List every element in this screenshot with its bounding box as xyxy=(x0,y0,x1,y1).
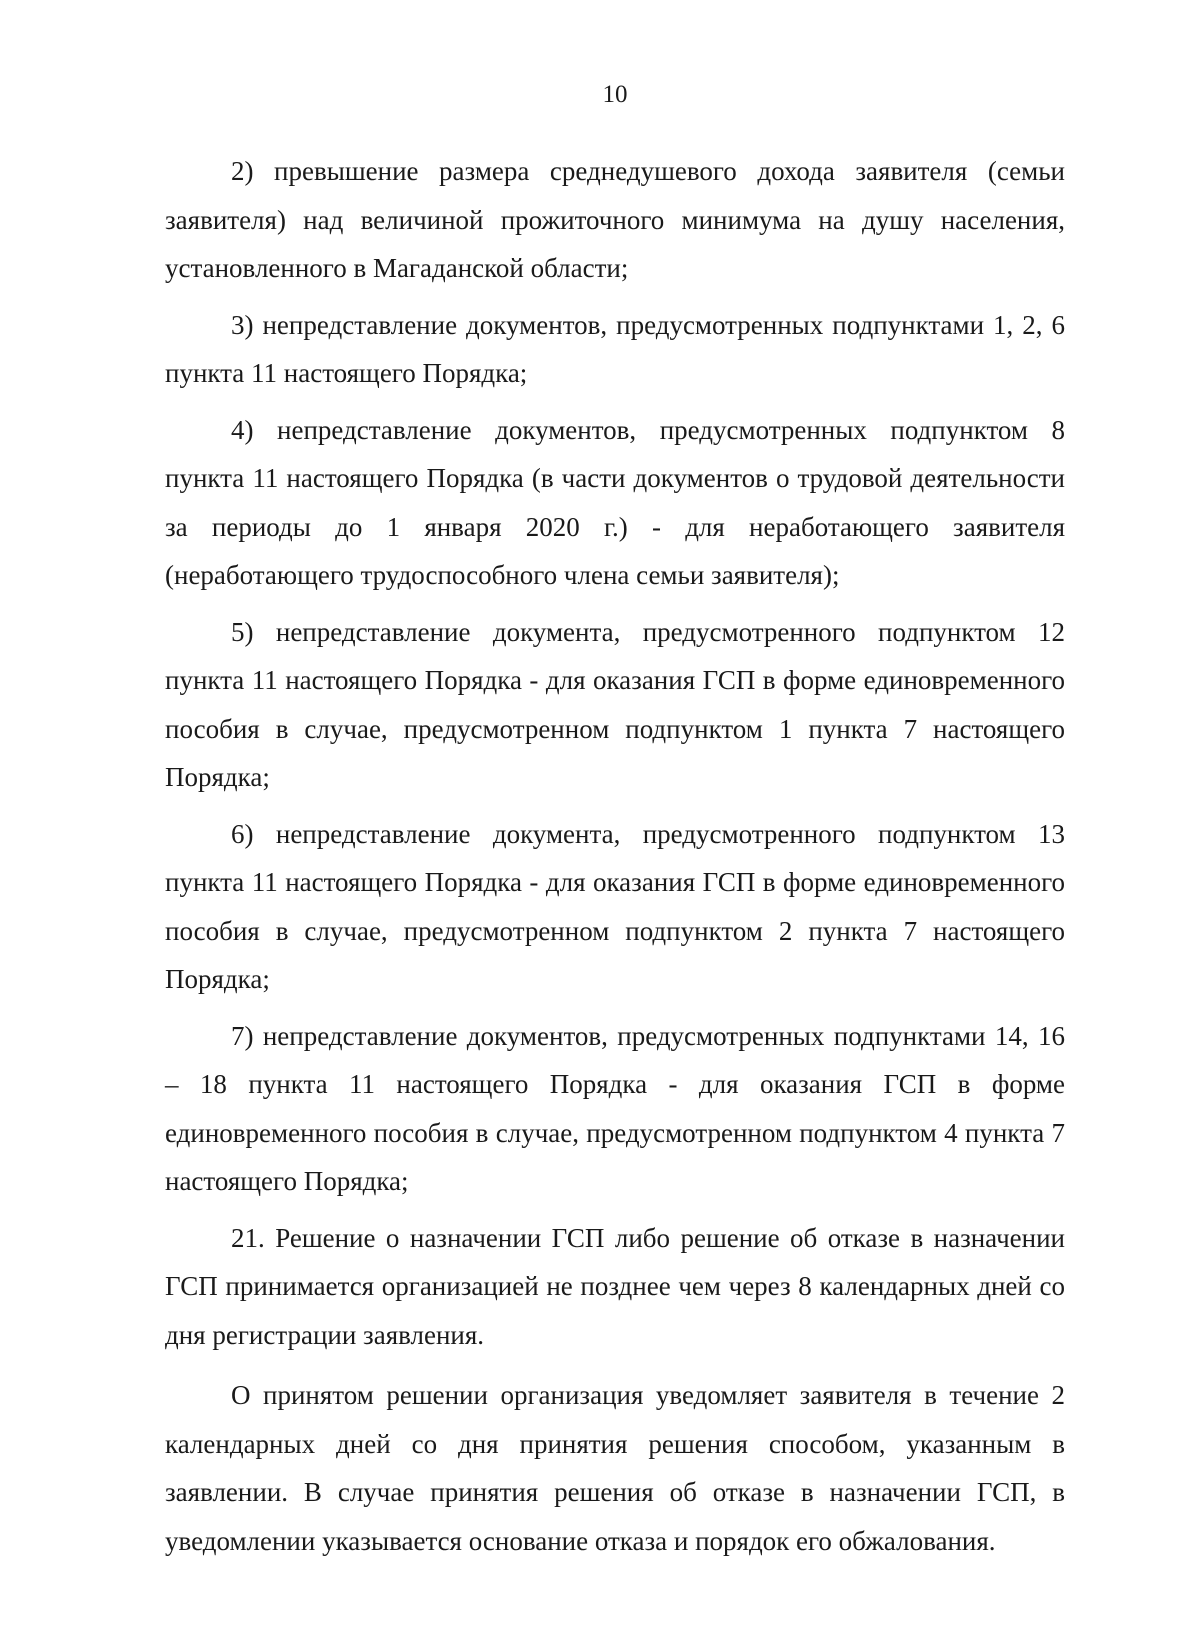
paragraph-item-3: 3) непредставление документов, предусмотренных подпунктами 1, 2, 6 пункта 11 настоящего Порядка; xyxy=(165,309,1065,388)
paragraph-item-6: 6) непредставление документа, предусмотренного подпунктом 13 пункта 11 настоящего Порядка - для оказания ГСП в форме единовременного пособия в случае, предусмотренном подпунктом 2 пункта 7 настоящего Порядка; xyxy=(165,818,1065,994)
paragraph-item-2: 2) превышение размера среднедушевого дохода заявителя (семьи заявителя) над величиной прожиточного минимума на душу населения, установленного в Магаданской области; xyxy=(165,156,1065,283)
paragraph-item-7: 7) непредставление документов, предусмотренных подпунктами 14, 16 – 18 пункта 11 настоящего Порядка - для оказания ГСП в форме единовременного пособия в случае, предусмотренном подпунктом 4 пункта 7 настоящего Порядка; xyxy=(165,1020,1065,1196)
paragraph-notification: О принятом решении организация уведомляет заявителя в течение 2 календарных дней со дня принятия решения способом, указанным в заявлении. В случае принятия решения об отказе в назначении ГСП, в уведомлении указывается основание отказа и порядок его обжалования. xyxy=(165,1380,1065,1556)
paragraph-item-4: 4) непредставление документов, предусмотренных подпунктом 8 пункта 11 настоящего Порядка (в части документов о трудовой деятельности за периоды до 1 января 2020 г.) - для неработающего заявителя (неработающего трудоспособного члена семьи заявителя); xyxy=(165,414,1065,590)
document-body xyxy=(165,147,1065,1565)
paragraph-clause-21: 21. Решение о назначении ГСП либо решение об отказе в назначении ГСП принимается организацией не позднее чем через 8 календарных дней со дня регистрации заявления. xyxy=(165,1222,1065,1350)
paragraph-item-5: 5) непредставление документа, предусмотренного подпунктом 12 пункта 11 настоящего Порядка - для оказания ГСП в форме единовременного пособия в случае, предусмотренном подпунктом 1 пункта 7 настоящего Порядка; xyxy=(165,616,1065,792)
page-number: 10 xyxy=(602,81,628,108)
